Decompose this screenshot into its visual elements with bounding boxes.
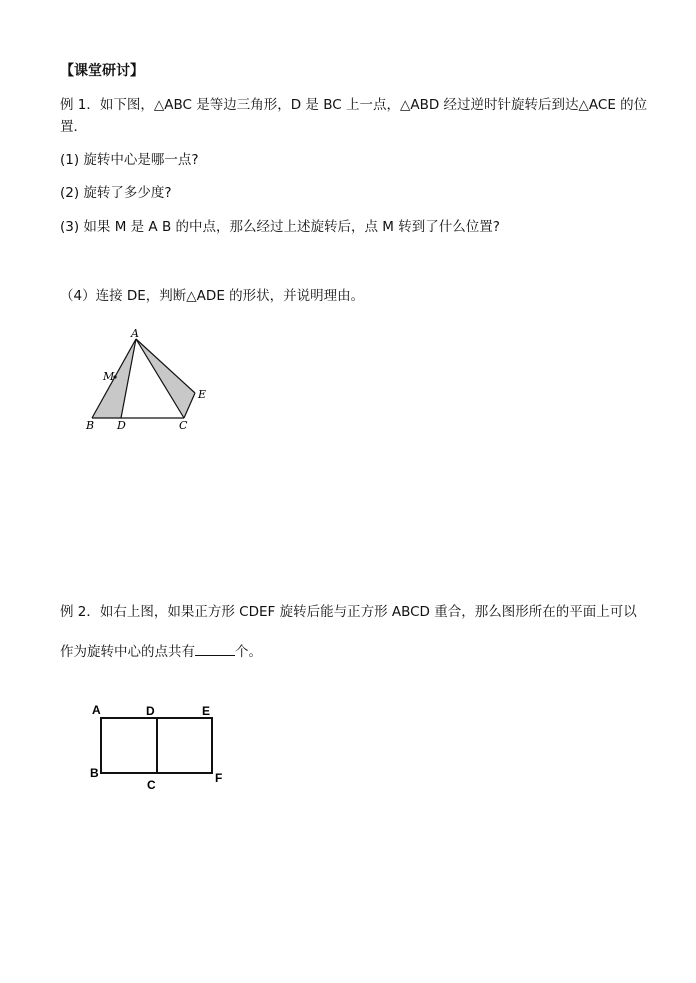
question-3: (3) 如果 M 是 A B 的中点，那么经过上述旋转后，点 M 转到了什么位置? bbox=[60, 219, 500, 235]
example1-text-line1: 例 1．如下图，△ABC 是等边三角形，D 是 BC 上一点，△ABD 经过逆时针旋转后到达△ACE 的位 bbox=[60, 97, 648, 113]
example2-text-line2 bbox=[60, 641, 262, 661]
label-sq-a: A bbox=[92, 703, 101, 717]
square-abcd bbox=[101, 718, 157, 773]
example1-text-line2: 置． bbox=[60, 119, 87, 135]
shaded-triangle-ace bbox=[136, 339, 195, 418]
example2-text-after-blank: 个。 bbox=[235, 644, 262, 660]
label-sq-d: D bbox=[146, 704, 155, 718]
label-m: M bbox=[103, 370, 115, 383]
label-sq-e: E bbox=[202, 704, 211, 718]
triangle-rotation-figure bbox=[80, 325, 220, 435]
question-4: （4）连接 DE，判断△ADE 的形状，并说明理由。 bbox=[60, 288, 365, 304]
label-c: C bbox=[179, 419, 188, 432]
section-heading: 【课堂研讨】 bbox=[60, 63, 144, 79]
question-2: (2) 旋转了多少度? bbox=[60, 185, 172, 201]
label-a: A bbox=[131, 327, 139, 340]
label-sq-b: B bbox=[90, 766, 99, 780]
label-e: E bbox=[198, 388, 207, 401]
two-squares-figure bbox=[85, 700, 235, 795]
example2-text-before-blank: 作为旋转中心的点共有 bbox=[60, 644, 195, 660]
answer-blank[interactable] bbox=[195, 641, 235, 656]
question-1: (1) 旋转中心是哪一点? bbox=[60, 152, 199, 168]
label-d: D bbox=[117, 419, 126, 432]
square-cdef bbox=[157, 718, 212, 773]
squares-figure-svg bbox=[85, 700, 235, 795]
label-sq-c: C bbox=[147, 778, 156, 792]
label-sq-f: F bbox=[215, 771, 223, 785]
label-b: B bbox=[86, 419, 95, 432]
triangle-figure-svg bbox=[80, 325, 220, 435]
example2-text-line1: 例 2．如右上图，如果正方形 CDEF 旋转后能与正方形 ABCD 重合，那么图形所在的平面上可以 bbox=[60, 604, 637, 620]
